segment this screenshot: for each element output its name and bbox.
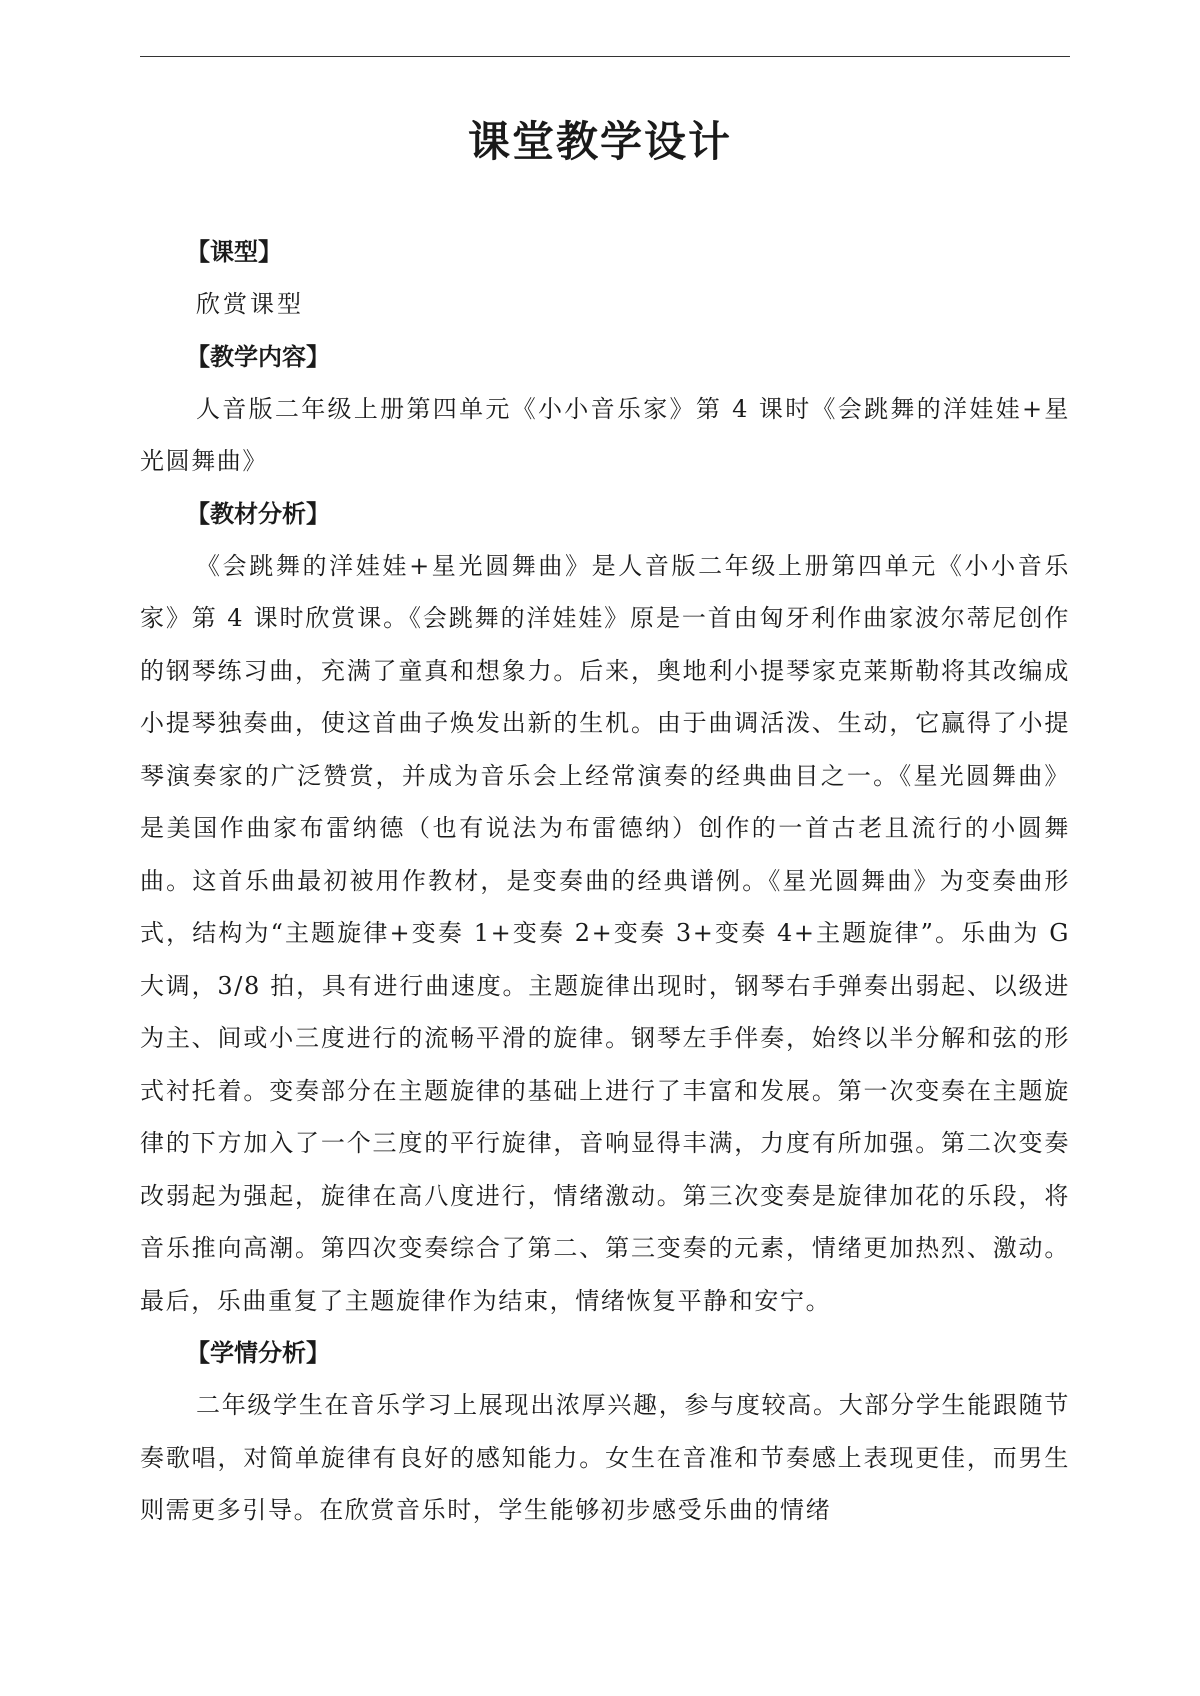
document-body xyxy=(140,226,1070,1537)
material-analysis-text: 《会跳舞的洋娃娃+星光圆舞曲》是人音版二年级上册第四单元《小小音乐家》第 4 课时欣赏课。《会跳舞的洋娃娃》原是一首由匈牙利作曲家波尔蒂尼创作的钢琴练习曲，充满了童真和想象力。后来，奥地利小提琴家克莱斯勒将其改编成小提琴独奏曲，使这首曲子焕发出新的生机。由于曲调活泼、生动，它赢得了小提琴演奏家的广泛赞赏，并成为音乐会上经常演奏的经典曲目之一。《星光圆舞曲》是美国作曲家布雷纳德（也有说法为布雷德纳）创作的一首古老且流行的小圆舞曲。这首乐曲最初被用作教材，是变奏曲的经典谱例。《星光圆舞曲》为变奏曲形式，结构为“主题旋律+变奏 1+变奏 2+变奏 3+变奏 4+主题旋律”。乐曲为 G 大调，3/8 拍，具有进行曲速度。主题旋律出现时，钢琴右手弹奏出弱起、以级进为主、间或小三度进行的流畅平滑的旋律。钢琴左手伴奏，始终以半分解和弦的形式衬托着。变奏部分在主题旋律的基础上进行了丰富和发展。第一次变奏在主题旋律的下方加入了一个三度的平行旋律，音响显得丰满，力度有所加强。第二次变奏改弱起为强起，旋律在高八度进行，情绪激动。第三次变奏是旋律加花的乐段，将音乐推向高潮。第四次变奏综合了第二、第三变奏的元素，情绪更加热烈、激动。最后，乐曲重复了主题旋律作为结束，情绪恢复平静和安宁。 xyxy=(140,551,1070,1315)
section-student-analysis xyxy=(140,1327,1070,1537)
section-material-analysis xyxy=(140,488,1070,1328)
lesson-type-text: 欣赏课型 xyxy=(196,290,304,318)
student-analysis-text: 二年级学生在音乐学习上展现出浓厚兴趣，参与度较高。大部分学生能跟随节奏歌唱，对简单旋律有良好的感知能力。女生在音准和节奏感上表现更佳，而男生则需更多引导。在欣赏音乐时，学生能够初步感受乐曲的情绪 xyxy=(140,1391,1070,1524)
section-heading-teaching-content: 【教学内容】 xyxy=(186,342,330,371)
section-heading-student-analysis: 【学情分析】 xyxy=(186,1339,330,1367)
header-rule xyxy=(140,56,1070,57)
teaching-content-text: 人音版二年级上册第四单元《小小音乐家》第 4 课时《会跳舞的洋娃娃+星光圆舞曲》 xyxy=(140,394,1070,475)
section-heading-material-analysis: 【教材分析】 xyxy=(186,499,330,528)
section-lesson-type xyxy=(140,226,1070,331)
section-teaching-content xyxy=(140,331,1070,488)
section-heading-lesson-type: 【课型】 xyxy=(186,238,282,266)
document-title: 课堂教学设计 xyxy=(467,117,732,166)
